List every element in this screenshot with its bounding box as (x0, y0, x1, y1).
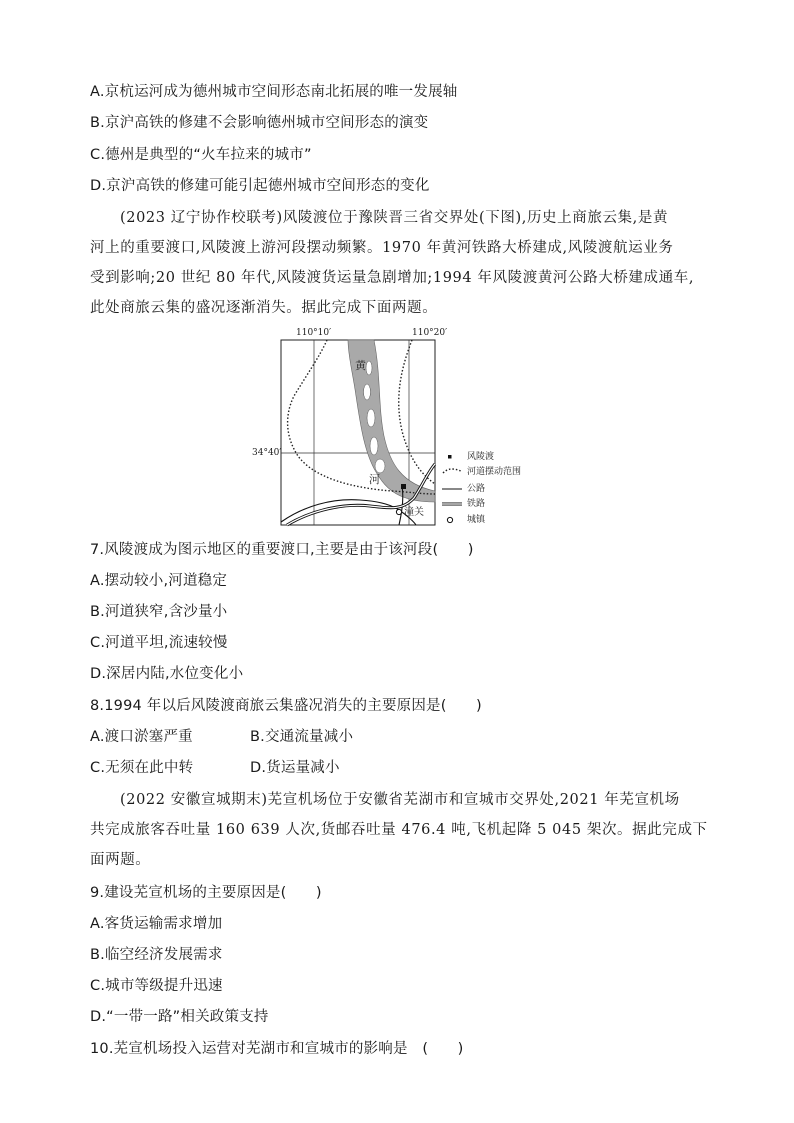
q8-option-c: C.无须在此中转 (90, 760, 194, 776)
q8-option-a: A.渡口淤塞严重 (90, 729, 193, 745)
lon-label-left: 110°10′ (296, 328, 332, 338)
q7-stem: 7.风陵渡成为图示地区的重要渡口,主要是由于该河段( ) (90, 542, 474, 558)
river-label-2: 河 (369, 473, 380, 486)
q10-stem: 10.芜宣机场投入运营对芜湖市和宣城市的影响是 ( ) (90, 1041, 464, 1057)
map-graphic (252, 326, 542, 530)
passage1-line-1: (2023 辽宁协作校联考)风陵渡位于豫陕晋三省交界处(下图),历史上商旅云集,是黄 (120, 210, 669, 226)
river-island (367, 409, 375, 427)
lat-label: 34°40′ (252, 448, 282, 458)
legend-town-symbol (447, 517, 452, 522)
lon-label-right: 110°20′ (412, 328, 448, 338)
passage2-line-1: (2022 安徽宣城期末)芜宣机场位于安徽省芜湖市和宣城市交界处,2021 年芜宣机场 (120, 792, 680, 808)
fengling-ferry-point (401, 484, 406, 489)
passage1-line-2: 河上的重要渡口,风陵渡上游河段摆动频繁。1970 年黄河铁路大桥建成,风陵渡航运业务 (90, 240, 674, 256)
q9-option-b: B.临空经济发展需求 (90, 947, 223, 963)
river-island (375, 459, 385, 473)
passage2-line-2: 共完成旅客吞吐量 160 639 人次,货邮吞吐量 476.4 吨,飞机起降 5 045 架次。据此完成下 (90, 822, 708, 838)
q9-option-a: A.客货运输需求增加 (90, 916, 223, 932)
q8-option-b: B.交通流量减小 (250, 729, 354, 745)
option-b-q6: B.京沪高铁的修建不会影响德州城市空间形态的演变 (90, 115, 429, 131)
legend-swing-symbol (443, 469, 461, 473)
legend-railway: 铁路 (467, 499, 486, 509)
q9-option-c: C.城市等级提升迅速 (90, 978, 223, 994)
fengling-ferry-map (252, 326, 542, 530)
q9-option-d: D.“一带一路”相关政策支持 (90, 1009, 269, 1025)
option-d-q6: D.京沪高铁的修建可能引起德州城市空间形态的变化 (90, 178, 430, 194)
legend-town: 城镇 (467, 515, 486, 525)
highway (281, 500, 416, 525)
legend-ferry: 风陵渡 (467, 452, 495, 462)
channel-swing-range (399, 340, 435, 484)
river-label-1: 黄 (355, 359, 366, 372)
river-island (364, 384, 371, 400)
river-island (370, 437, 378, 455)
q7-option-d: D.深居内陆,水位变化小 (90, 666, 244, 682)
town-label: 潼关 (404, 507, 424, 518)
legend-ferry-symbol (448, 455, 452, 459)
river-island (366, 361, 372, 375)
q7-option-b: B.河道狭窄,含沙量小 (90, 604, 228, 620)
option-a-q6: A.京杭运河成为德州城市空间形态南北拓展的唯一发展轴 (90, 84, 458, 100)
q9-stem: 9.建设芜宣机场的主要原因是( ) (90, 885, 322, 901)
option-c-q6: C.德州是典型的“火车拉来的城市” (90, 147, 312, 163)
tongguan-town-marker (396, 509, 401, 514)
q8-option-d: D.货运量减小 (250, 760, 340, 776)
passage1-line-3: 受到影响;20 世纪 80 年代,风陵渡货运量急剧增加;1994 年风陵渡黄河公路大桥建成通车, (90, 270, 695, 286)
passage1-line-4: 此处商旅云集的盛况逐渐消失。据此完成下面两题。 (90, 300, 438, 316)
passage2-line-3: 面两题。 (90, 852, 151, 868)
legend-highway: 公路 (467, 484, 486, 494)
q8-stem: 8.1994 年以后风陵渡商旅云集盛况消失的主要原因是( ) (90, 698, 482, 714)
legend-swing-range: 河道摆动范围 (467, 467, 522, 477)
q7-option-c: C.河道平坦,流速较慢 (90, 635, 228, 651)
q7-option-a: A.摆动较小,河道稳定 (90, 573, 228, 589)
